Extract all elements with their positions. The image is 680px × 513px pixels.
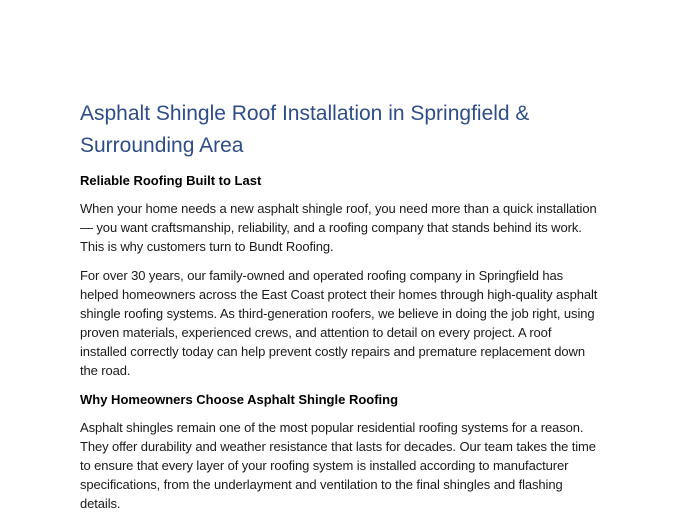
paragraph-history: For over 30 years, our family-owned and operated roofing company in Springfield has helped homeowners across the East Coast protect their homes through high-quality asphalt shingle roofing systems. As third-generation roofers, we believe in doing the job right, using proven materials, experienced crews, and attention to detail on every project. A roof installed correctly today can help prevent costly repairs and premature replacement down the road.: [80, 268, 598, 378]
section-heading-reliable: Reliable Roofing Built to Last: [80, 173, 262, 188]
paragraph-why: Asphalt shingles remain one of the most popular residential roofing systems for a reason. They offer durability and weather resistance that lasts for decades. Our team takes the time to ensure that every layer of your roofing system is installed according to manufacturer specifications, from the underlayment and ventilation to the final shingles and flashing details.: [80, 420, 596, 511]
section-heading-why: Why Homeowners Choose Asphalt Shingle Roofing: [80, 392, 399, 407]
page-title: Asphalt Shingle Roof Installation in Springfield & Surrounding Area: [80, 102, 530, 157]
document-page: [80, 98, 600, 513]
paragraph-intro: When your home needs a new asphalt shingle roof, you need more than a quick installation — you want craftsmanship, reliability, and a roofing company that stands behind its work. This is why customers turn to Bundt Roofing.: [80, 201, 597, 254]
